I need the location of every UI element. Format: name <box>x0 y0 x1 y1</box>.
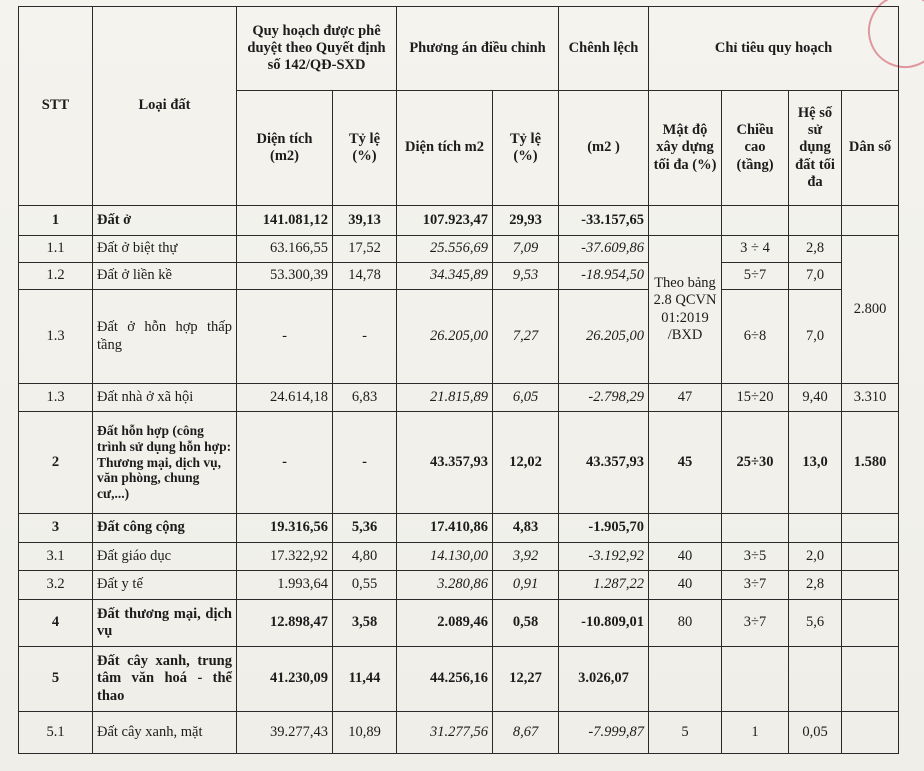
cell-name: Đất y tế <box>93 571 237 600</box>
cell-hs: 9,40 <box>789 384 842 412</box>
cell-dt2: 43.357,93 <box>397 412 493 514</box>
cell-ds: 1.580 <box>842 412 899 514</box>
col-header-he-so: Hệ số sử dụng đất tối đa <box>789 91 842 206</box>
cell-ds <box>842 206 899 236</box>
cell-tl1: 11,44 <box>333 647 397 712</box>
cell-dt2: 107.923,47 <box>397 206 493 236</box>
col-header-dien-tich-1: Diện tích (m2) <box>237 91 333 206</box>
cell-ds <box>842 543 899 571</box>
cell-dt2: 31.277,56 <box>397 712 493 754</box>
col-header-ty-le-2: Tỷ lệ (%) <box>493 91 559 206</box>
cell-stt: 5 <box>19 647 93 712</box>
cell-tl2: 7,27 <box>493 290 559 384</box>
cell-dt1: 41.230,09 <box>237 647 333 712</box>
cell-dt2: 25.556,69 <box>397 236 493 263</box>
cell-tl2: 6,05 <box>493 384 559 412</box>
table-row <box>19 263 899 290</box>
cell-cc: 3÷5 <box>722 543 789 571</box>
cell-cc: 5÷7 <box>722 263 789 290</box>
cell-stt: 2 <box>19 412 93 514</box>
table-row <box>19 647 899 712</box>
cell-hs <box>789 514 842 543</box>
cell-cc: 6÷8 <box>722 290 789 384</box>
cell-dt1: 12.898,47 <box>237 600 333 647</box>
cell-md: 45 <box>649 412 722 514</box>
cell-cc: 15÷20 <box>722 384 789 412</box>
cell-stt: 1.1 <box>19 236 93 263</box>
cell-name: Đất ở liền kề <box>93 263 237 290</box>
col-header-ty-le-1: Tỷ lệ (%) <box>333 91 397 206</box>
cell-dt2: 14.130,00 <box>397 543 493 571</box>
cell-hs: 7,0 <box>789 263 842 290</box>
cell-cl: 26.205,00 <box>559 290 649 384</box>
cell-dt2: 2.089,46 <box>397 600 493 647</box>
cell-dt1: 17.322,92 <box>237 543 333 571</box>
cell-hs: 13,0 <box>789 412 842 514</box>
cell-tl1: 5,36 <box>333 514 397 543</box>
cell-dt2: 26.205,00 <box>397 290 493 384</box>
cell-name: Đất thương mại, dịch vụ <box>93 600 237 647</box>
cell-dt1: 39.277,43 <box>237 712 333 754</box>
cell-stt: 3.1 <box>19 543 93 571</box>
cell-hs: 2,8 <box>789 571 842 600</box>
cell-stt: 1.2 <box>19 263 93 290</box>
cell-md: 40 <box>649 571 722 600</box>
cell-cc <box>722 647 789 712</box>
cell-hs: 2,0 <box>789 543 842 571</box>
cell-cl: -2.798,29 <box>559 384 649 412</box>
cell-cl: -18.954,50 <box>559 263 649 290</box>
cell-tl1: 3,58 <box>333 600 397 647</box>
cell-cl: -1.905,70 <box>559 514 649 543</box>
cell-cl: 1.287,22 <box>559 571 649 600</box>
cell-name: Đất ở biệt thự <box>93 236 237 263</box>
table-row <box>19 600 899 647</box>
cell-ds: 3.310 <box>842 384 899 412</box>
cell-dt1: 53.300,39 <box>237 263 333 290</box>
cell-tl1: 4,80 <box>333 543 397 571</box>
cell-md <box>649 514 722 543</box>
table-row <box>19 384 899 412</box>
header-row-1 <box>19 7 899 91</box>
cell-cc: 3 ÷ 4 <box>722 236 789 263</box>
cell-tl2: 29,93 <box>493 206 559 236</box>
cell-cl: 3.026,07 <box>559 647 649 712</box>
cell-tl2: 0,91 <box>493 571 559 600</box>
col-header-chi-tieu: Chỉ tiêu quy hoạch <box>649 7 899 91</box>
cell-dt2: 3.280,86 <box>397 571 493 600</box>
cell-cc <box>722 514 789 543</box>
cell-tl1: 39,13 <box>333 206 397 236</box>
cell-ds-merged: 2.800 <box>842 236 899 384</box>
col-header-phuong-an: Phương án điều chỉnh <box>397 7 559 91</box>
table-row <box>19 514 899 543</box>
cell-cl: -7.999,87 <box>559 712 649 754</box>
col-header-stt: STT <box>19 7 93 206</box>
table-row <box>19 712 899 754</box>
cell-tl1: 14,78 <box>333 263 397 290</box>
cell-tl1: 0,55 <box>333 571 397 600</box>
cell-stt: 1.3 <box>19 290 93 384</box>
col-header-mat-do: Mật độ xây dựng tối đa (%) <box>649 91 722 206</box>
col-header-chenh-lech: Chênh lệch <box>559 7 649 91</box>
cell-tl1: 6,83 <box>333 384 397 412</box>
table-row <box>19 571 899 600</box>
cell-tl2: 12,27 <box>493 647 559 712</box>
cell-dt1: 141.081,12 <box>237 206 333 236</box>
cell-name: Đất nhà ở xã hội <box>93 384 237 412</box>
cell-md <box>649 647 722 712</box>
cell-hs: 7,0 <box>789 290 842 384</box>
cell-hs: 5,6 <box>789 600 842 647</box>
table-row <box>19 236 899 263</box>
cell-cc: 1 <box>722 712 789 754</box>
cell-md: 5 <box>649 712 722 754</box>
cell-md: 47 <box>649 384 722 412</box>
cell-hs: 2,8 <box>789 236 842 263</box>
land-use-table <box>18 6 899 754</box>
cell-tl2: 8,67 <box>493 712 559 754</box>
cell-stt: 3 <box>19 514 93 543</box>
cell-ds <box>842 600 899 647</box>
cell-dt1: - <box>237 412 333 514</box>
cell-md: 40 <box>649 543 722 571</box>
cell-stt: 3.2 <box>19 571 93 600</box>
col-header-m2: (m2 ) <box>559 91 649 206</box>
cell-dt1: - <box>237 290 333 384</box>
cell-cl: -10.809,01 <box>559 600 649 647</box>
cell-tl2: 12,02 <box>493 412 559 514</box>
cell-md: 80 <box>649 600 722 647</box>
cell-ds <box>842 647 899 712</box>
cell-tl1: 17,52 <box>333 236 397 263</box>
cell-dt2: 21.815,89 <box>397 384 493 412</box>
cell-tl1: - <box>333 412 397 514</box>
cell-cl: -3.192,92 <box>559 543 649 571</box>
cell-tl2: 7,09 <box>493 236 559 263</box>
cell-dt2: 44.256,16 <box>397 647 493 712</box>
cell-md <box>649 206 722 236</box>
table-row <box>19 206 899 236</box>
cell-name: Đất giáo dục <box>93 543 237 571</box>
cell-tl2: 3,92 <box>493 543 559 571</box>
table-row <box>19 412 899 514</box>
cell-tl2: 0,58 <box>493 600 559 647</box>
cell-tl2: 9,53 <box>493 263 559 290</box>
col-header-quy-hoach: Quy hoạch được phê duyệt theo Quyết định số 142/QĐ-SXD <box>237 7 397 91</box>
cell-dt2: 34.345,89 <box>397 263 493 290</box>
cell-name: Đất hỗn hợp (công trình sử dụng hỗn hợp: Thương mại, dịch vụ, văn phòng, chung cư,...) <box>93 412 237 514</box>
cell-cc: 3÷7 <box>722 571 789 600</box>
cell-stt: 5.1 <box>19 712 93 754</box>
cell-dt1: 63.166,55 <box>237 236 333 263</box>
col-header-loai-dat: Loại đất <box>93 7 237 206</box>
cell-cl: 43.357,93 <box>559 412 649 514</box>
cell-name: Đất công cộng <box>93 514 237 543</box>
table-row <box>19 290 899 384</box>
col-header-chieu-cao: Chiều cao (tầng) <box>722 91 789 206</box>
cell-cl: -37.609,86 <box>559 236 649 263</box>
cell-dt1: 24.614,18 <box>237 384 333 412</box>
cell-hs <box>789 647 842 712</box>
col-header-dan-so: Dân số <box>842 91 899 206</box>
cell-hs <box>789 206 842 236</box>
cell-name: Đất cây xanh, trung tâm văn hoá - thể thao <box>93 647 237 712</box>
cell-name: Đất cây xanh, mặt <box>93 712 237 754</box>
cell-md-merged: Theo bảng 2.8 QCVN 01:2019 /BXD <box>649 236 722 384</box>
cell-ds <box>842 571 899 600</box>
cell-ds <box>842 514 899 543</box>
cell-tl1: 10,89 <box>333 712 397 754</box>
cell-stt: 1.3 <box>19 384 93 412</box>
cell-stt: 1 <box>19 206 93 236</box>
cell-tl2: 4,83 <box>493 514 559 543</box>
cell-ds <box>842 712 899 754</box>
cell-name: Đất ở hỗn hợp thấp tầng <box>93 290 237 384</box>
cell-dt1: 19.316,56 <box>237 514 333 543</box>
table-row <box>19 543 899 571</box>
cell-cc: 3÷7 <box>722 600 789 647</box>
cell-hs: 0,05 <box>789 712 842 754</box>
cell-dt1: 1.993,64 <box>237 571 333 600</box>
cell-stt: 4 <box>19 600 93 647</box>
col-header-dien-tich-2: Diện tích m2 <box>397 91 493 206</box>
cell-tl1: - <box>333 290 397 384</box>
cell-cc <box>722 206 789 236</box>
cell-cl: -33.157,65 <box>559 206 649 236</box>
cell-name: Đất ở <box>93 206 237 236</box>
cell-cc: 25÷30 <box>722 412 789 514</box>
cell-dt2: 17.410,86 <box>397 514 493 543</box>
